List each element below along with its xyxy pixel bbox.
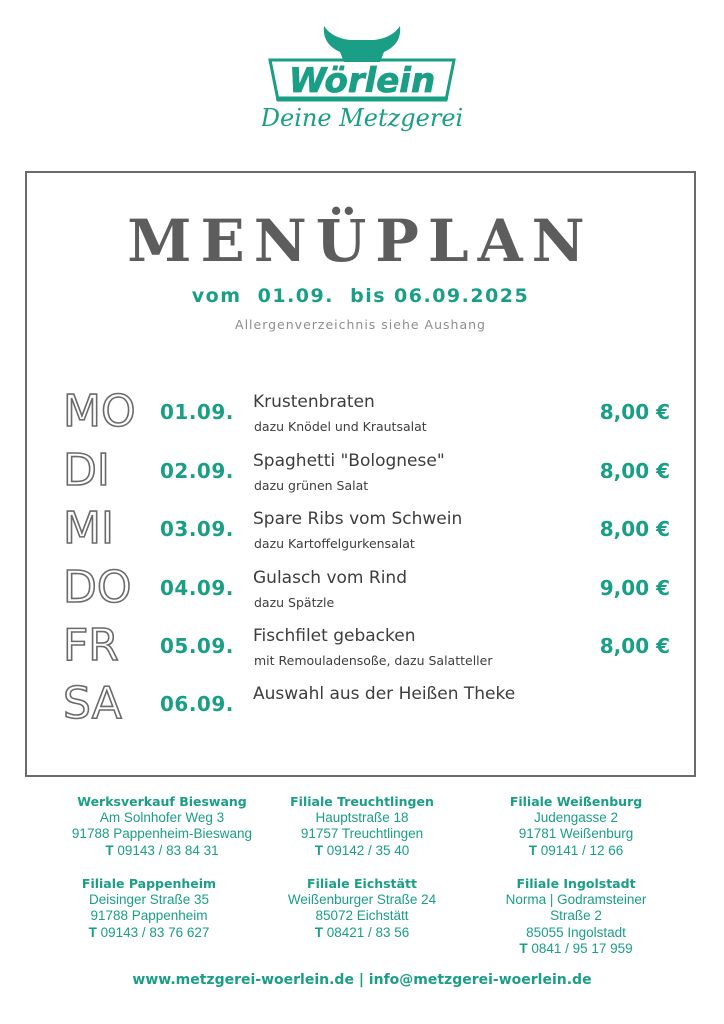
range-from-date: 01.09. <box>257 285 334 307</box>
branch-phone <box>456 941 696 957</box>
range-from-word: vom <box>191 285 242 307</box>
branch-address-line: Weißenburger Straße 24 <box>287 892 437 908</box>
weekday: DI <box>63 445 110 496</box>
dish-name: Fischfilet gebacken <box>253 626 416 646</box>
menu-row <box>27 446 694 504</box>
branch-phone <box>242 925 482 941</box>
menu-date: 06.09. <box>160 692 234 716</box>
dish-name: Auswahl aus der Heißen Theke <box>253 684 516 704</box>
phone-number: 09141 / 12 66 <box>540 842 624 858</box>
dish-side: dazu Kartoffelgurkensalat <box>254 536 415 551</box>
branch-phone <box>456 843 696 859</box>
weekday: MO <box>63 386 136 437</box>
dish-price: 8,00 € <box>599 634 670 658</box>
allergen-note: Allergenverzeichnis siehe Aushang <box>235 317 486 332</box>
branch-list <box>0 794 724 964</box>
phone-label: T <box>519 940 528 956</box>
branch-name: Filiale Ingolstadt <box>516 876 636 891</box>
phone-label: T <box>88 924 97 940</box>
branch-address-line: Deisinger Straße 35 <box>88 892 210 908</box>
footer-contact: www.metzgerei-woerlein.de | info@metzgerei-woerlein.de <box>132 972 592 988</box>
menu-date: 03.09. <box>160 517 234 541</box>
dish-side: dazu Knödel und Krautsalat <box>254 419 427 434</box>
menu-date: 05.09. <box>160 634 234 658</box>
weekday: DO <box>63 562 132 613</box>
menu-row <box>27 621 694 679</box>
phone-number: 09143 / 83 84 31 <box>117 842 219 858</box>
phone-number: 09142 / 35 40 <box>326 842 410 858</box>
date-range <box>27 285 694 307</box>
weekday: MI <box>63 503 114 554</box>
dish-name: Spaghetti "Bolognese" <box>253 451 445 471</box>
branch-address-line: 91788 Pappenheim <box>90 908 208 924</box>
page-title: MENÜPLAN <box>127 207 594 275</box>
range-to-word: bis <box>350 285 387 307</box>
menu-row <box>27 387 694 445</box>
dish-price: 8,00 € <box>599 517 670 541</box>
branch-address-line: 85072 Eichstätt <box>315 908 409 924</box>
phone-number: 0841 / 95 17 959 <box>531 940 633 956</box>
menu-date: 04.09. <box>160 576 234 600</box>
branch-address-line: Am Solnhofer Weg 3 <box>99 810 225 826</box>
menu-row <box>27 563 694 621</box>
weekday: FR <box>63 620 119 671</box>
brand-name: Wörlein <box>288 61 436 101</box>
dish-side: dazu Spätzle <box>254 595 335 610</box>
phone-label: T <box>314 924 323 940</box>
menu-date: 02.09. <box>160 459 234 483</box>
branch-name: Werksverkauf Bieswang <box>77 794 247 809</box>
branch-address-line: 91757 Treuchtlingen <box>300 826 424 842</box>
dish-side: dazu grünen Salat <box>254 478 369 493</box>
menu-frame <box>25 171 696 777</box>
dish-name: Spare Ribs vom Schwein <box>253 509 463 529</box>
branch-info <box>456 876 696 957</box>
branch-address-line: Judengasse 2 <box>533 810 619 826</box>
menu-row <box>27 504 694 562</box>
branch-address-line: Hauptstraße 18 <box>315 810 409 826</box>
dish-price: 9,00 € <box>599 576 670 600</box>
branch-name: Filiale Treuchtlingen <box>290 794 434 809</box>
phone-number: 09143 / 83 76 627 <box>100 924 210 940</box>
phone-number: 08421 / 83 56 <box>326 924 410 940</box>
brand-logo <box>262 22 462 144</box>
branch-name: Filiale Pappenheim <box>81 876 217 891</box>
dish-price: 8,00 € <box>599 459 670 483</box>
phone-label: T <box>105 842 114 858</box>
branch-address-line: 85055 Ingolstadt <box>526 924 626 940</box>
brand-tagline: Deine Metzgerei <box>262 104 462 132</box>
phone-label: T <box>528 842 537 858</box>
branch-info <box>29 876 269 941</box>
branch-address-line: 91781 Weißenburg <box>518 826 634 842</box>
dish-price: 8,00 € <box>599 400 670 424</box>
branch-info <box>456 794 696 859</box>
phone-label: T <box>314 842 323 858</box>
dish-name: Gulasch vom Rind <box>253 568 407 588</box>
branch-phone <box>242 843 482 859</box>
branch-phone <box>29 925 269 941</box>
branch-address-line: Straße 2 <box>550 908 602 924</box>
weekday: SA <box>63 678 122 729</box>
branch-info <box>242 794 482 859</box>
dish-name: Krustenbraten <box>253 392 375 412</box>
branch-address-line: Norma | Godramsteiner <box>505 892 647 908</box>
range-to-date: 06.09.2025 <box>394 285 530 307</box>
menu-row <box>27 679 694 737</box>
branch-name: Filiale Weißenburg <box>509 794 643 809</box>
branch-name: Filiale Eichstätt <box>307 876 417 891</box>
branch-address-line: 91788 Pappenheim-Bieswang <box>71 826 253 842</box>
menu-date: 01.09. <box>160 400 234 424</box>
branch-info <box>242 876 482 941</box>
dish-side: mit Remouladensoße, dazu Salatteller <box>254 653 493 668</box>
